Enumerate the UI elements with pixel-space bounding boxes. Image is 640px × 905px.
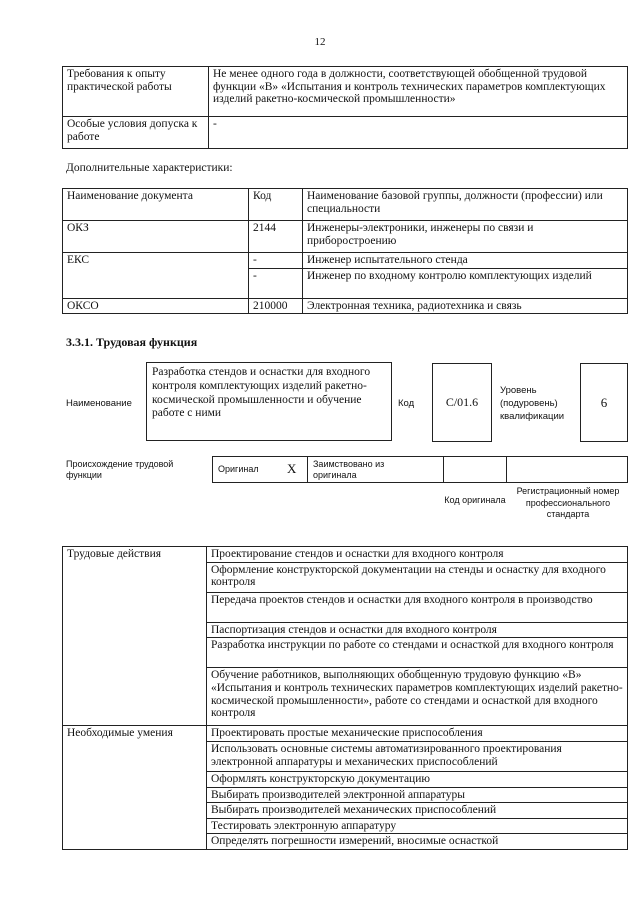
table-row: [63, 298, 628, 314]
table-row: [63, 253, 628, 269]
table-row: [63, 547, 628, 563]
code-box: [432, 363, 492, 442]
action-item: Паспортизация стендов и оснастки для входного контроля: [207, 622, 628, 638]
function-name-box: [146, 362, 392, 441]
reg-number-cell: [506, 456, 628, 483]
skill-item: Определять погрешности измерений, вносимые оснасткой: [207, 834, 628, 850]
group-cell: Электронная техника, радиотехника и связь: [303, 298, 628, 314]
action-item: Оформление конструкторской документации на стенды и оснастку для входного контроля: [207, 562, 628, 592]
code-cell: -: [249, 253, 303, 269]
doc-cell: ЕКС: [63, 253, 249, 269]
doc-cell: ОКСО: [63, 298, 249, 314]
function-name-value: Разработка стендов и оснастки для входного контроля комплектующих изделий ракетно-космической промышленности и обучение работе с ними: [152, 366, 371, 420]
actions-label: Трудовые действия: [63, 547, 207, 726]
experience-label: Требования к опыту практической работы: [63, 67, 209, 117]
code-value: C/01.6: [445, 395, 479, 409]
skill-item: Тестировать электронную аппаратуру: [207, 818, 628, 834]
code-cell: 2144: [249, 221, 303, 253]
origin-label: Происхождение трудовой функции: [66, 459, 174, 480]
level-value: 6: [600, 394, 608, 410]
table-row: [63, 221, 628, 253]
page-number: 12: [314, 36, 326, 48]
doc-cell: ОКЗ: [63, 221, 249, 253]
level-box: [580, 363, 628, 442]
additional-characteristics-label: Дополнительные характеристики:: [66, 162, 233, 174]
skill-item: Использовать основные системы автоматизированного проектирования электронной аппаратуры и механических приспособлений: [207, 741, 628, 771]
additional-table: [62, 188, 628, 314]
skill-item: Оформлять конструкторскую документацию: [207, 771, 628, 787]
action-item: Разработка инструкции по работе со стендами и оснасткой для входного контроля: [207, 638, 628, 668]
original-mark: X: [287, 461, 297, 476]
action-item: Передача проектов стендов и оснастки для входного контроля в производство: [207, 592, 628, 622]
borrowed-label: Заимствовано из оригинала: [313, 459, 385, 480]
code-original-label: Код оригинала: [444, 495, 506, 505]
group-cell: Инженер испытательного стенда: [303, 253, 628, 269]
table-row: [63, 726, 628, 742]
name-label: Наименование: [66, 398, 132, 409]
special-conditions-value: -: [209, 117, 628, 149]
table-row: [63, 117, 628, 149]
original-label: Оригинал: [218, 464, 259, 474]
skills-label: Необходимые умения: [63, 726, 207, 850]
group-cell: Инженеры-электроники, инженеры по связи и приборостроению: [303, 221, 628, 253]
special-conditions-label: Особые условия допуска к работе: [63, 117, 209, 149]
action-item: Обучение работников, выполняющих обобщенную трудовую функцию «В» «Испытания и контроль технических параметров комплектующих изделий ракетно-космической промышленности», работе со стендами и оснасткой для входного контроля: [207, 668, 628, 726]
actions-table: [62, 546, 628, 850]
doc-cell: [63, 268, 249, 298]
code-cell: -: [249, 268, 303, 298]
code-label: Код: [398, 398, 415, 409]
skill-item: Выбирать производителей электронной аппаратуры: [207, 787, 628, 803]
borrowed-cell: [307, 456, 444, 483]
skill-item: Проектировать простые механические приспособления: [207, 726, 628, 742]
code-cell: 210000: [249, 298, 303, 314]
code-original-cell: [443, 456, 507, 483]
section-heading: 3.3.1. Трудовая функция: [66, 335, 198, 349]
skill-item: Выбирать производителей механических приспособлений: [207, 803, 628, 819]
col-header-document: Наименование документа: [63, 189, 249, 221]
col-header-group: Наименование базовой группы, должности (профессии) или специальности: [303, 189, 628, 221]
level-label: Уровень (подуровень) квалификации: [500, 385, 565, 422]
reg-number-label: Регистрационный номер профессионального стандарта: [516, 486, 620, 520]
action-item: Проектирование стендов и оснастки для входного контроля: [207, 547, 628, 563]
table-row: [63, 268, 628, 298]
col-header-code: Код: [249, 189, 303, 221]
original-cell: [212, 456, 308, 483]
group-cell: Инженер по входному контролю комплектующих изделий: [303, 268, 628, 298]
experience-value: Не менее одного года в должности, соответствующей обобщенной трудовой функции «В» «Испытания и контроль технических параметров комплектующих изделий ракетно-космической промышленности»: [209, 67, 628, 117]
table-header-row: [63, 189, 628, 221]
requirements-table: [62, 66, 628, 149]
table-row: [63, 67, 628, 117]
